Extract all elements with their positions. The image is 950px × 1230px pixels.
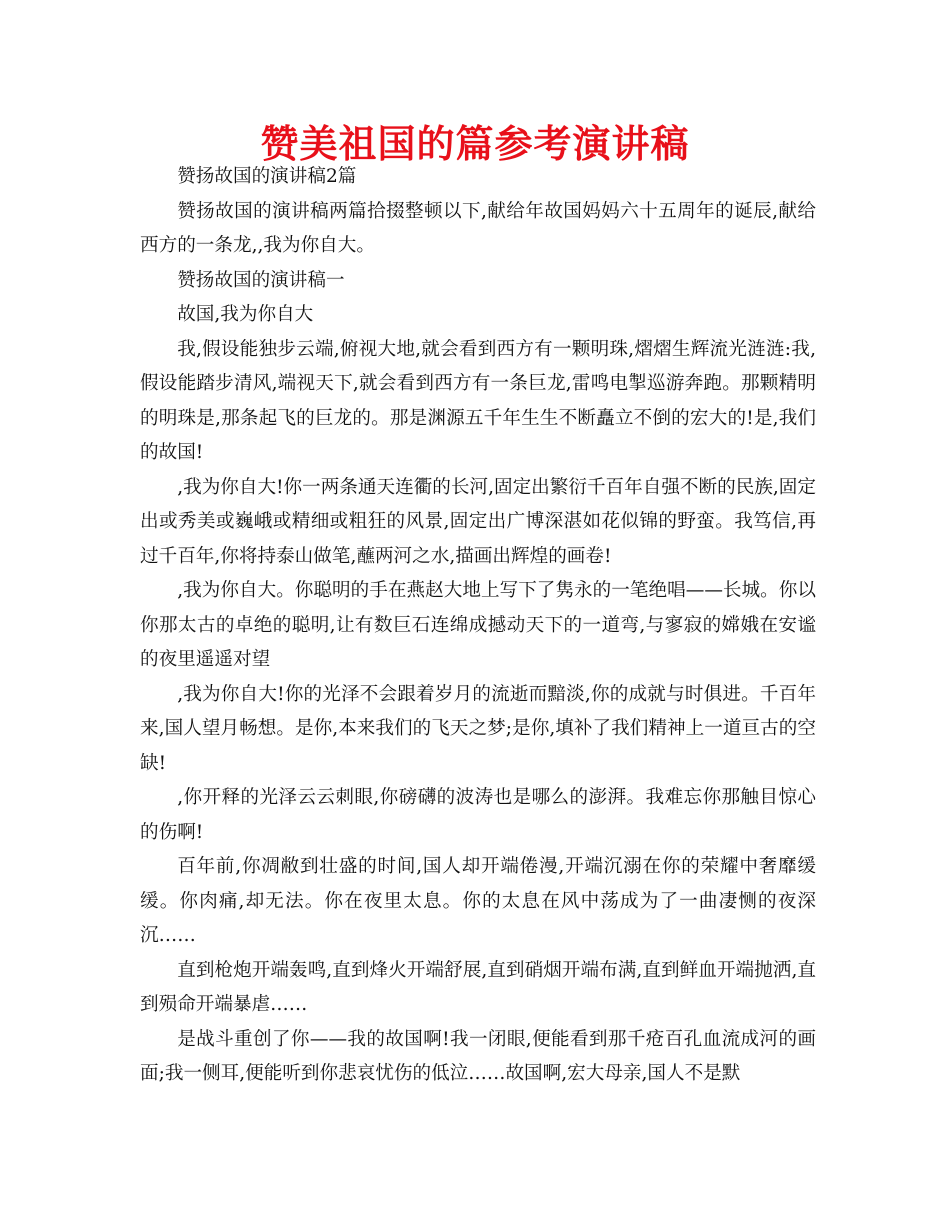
paragraph: 赞扬故国的演讲稿一 (177, 269, 345, 291)
paragraph: 我,假设能独步云端,俯视大地,就会看到西方有一颗明珠,熠熠生辉流光涟涟:我,假设能踏步清风,端视天下,就会看到西方有一条巨龙,雷鸣电掣巡游奔跑。那颗精明的明珠是,那条起飞的巨龙的。那是渊源五千年生生不断矗立不倒的宏大的!是,我们的故国! (140, 338, 816, 463)
paragraph: 百年前,你凋敝到壮盛的时间,国人却开端倦漫,开端沉溺在你的荣耀中奢靡缓缓。你肉痛,却无法。你在夜里太息。你的太息在风中荡成为了一曲凄恻的夜深沉…… (140, 856, 816, 946)
paragraph: ,你开释的光泽云云刺眼,你磅礴的波涛也是哪么的澎湃。我难忘你那触目惊心的伤啊! (140, 787, 816, 843)
document-title: 赞美祖国的篇参考演讲稿 (260, 122, 690, 166)
paragraph: 直到枪炮开端轰鸣,直到烽火开端舒展,直到硝烟开端布满,直到鲜血开端抛洒,直到殒命开端暴虐…… (140, 959, 816, 1015)
paragraph: 故国,我为你自大 (177, 304, 314, 325)
paragraph: 赞扬故国的演讲稿2篇 (177, 166, 357, 187)
paragraph: ,我为你自大。你聪明的手在燕赵大地上写下了隽永的一笔绝唱——长城。你以你那太古的卓绝的聪明,让有数巨石连绵成撼动天下的一道弯,与寥寂的嫦娥在安谧的夜里遥遥对望 (140, 580, 816, 670)
paragraph: 是战斗重创了你——我的故国啊!我一闭眼,便能看到那千疮百孔血流成河的画面;我一侧耳,便能听到你悲哀忧伤的低泣……故国啊,宏大母亲,国人不是默 (140, 1028, 816, 1084)
paragraph: ,我为你自大!你的光泽不会跟着岁月的流逝而黯淡,你的成就与时俱进。千百年来,国人望月畅想。是你,本来我们的飞天之梦;是你,填补了我们精神上一道亘古的空缺! (140, 683, 816, 774)
document-body (140, 160, 816, 1092)
paragraph: ,我为你自大!你一两条通天连衢的长河,固定出繁衍千百年自强不断的民族,固定出或秀美或巍峨或精细或粗狂的风景,固定出广博深湛如花似锦的野蛮。我笃信,再过千百年,你将持泰山做笔,蘸两河之水,描画出辉煌的画卷! (140, 476, 816, 567)
paragraph: 赞扬故国的演讲稿两篇拾掇整顿以下,献给年故国妈妈六十五周年的诞辰,献给西方的一条龙,,我为你自大。 (140, 200, 816, 256)
